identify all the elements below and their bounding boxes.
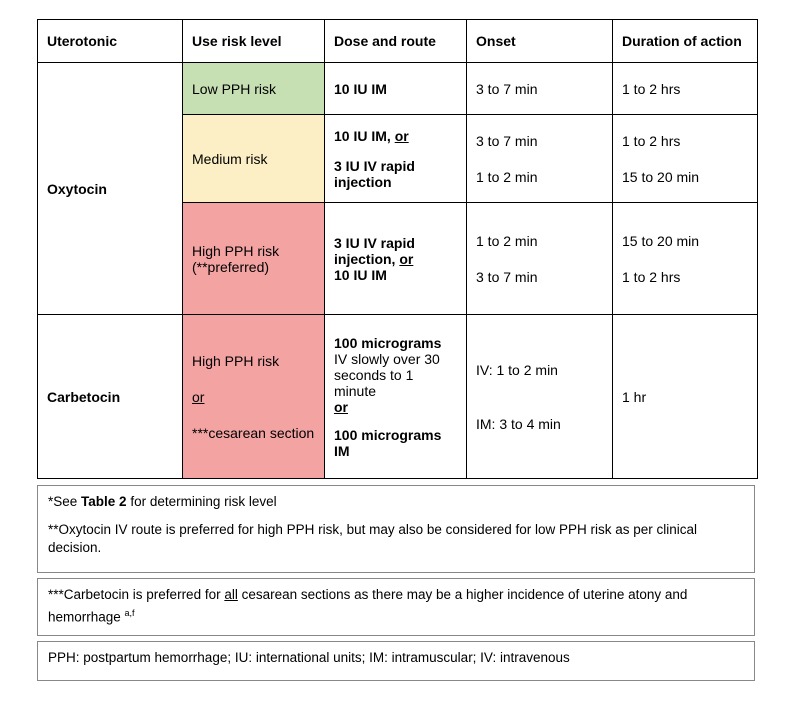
or-text: or: [192, 388, 205, 405]
duration-value: 15 to 20 min: [622, 232, 700, 249]
or-text: or: [334, 398, 348, 415]
dose-low: 10 IU IM: [325, 63, 467, 115]
risk-carbetocin: [183, 315, 325, 479]
abbreviations-text: PPH: postpartum hemorrhage; IU: international units; IM: intramuscular; IV: intravenous: [48, 650, 570, 665]
abbreviations-box: [37, 641, 755, 681]
drug-carbetocin: Carbetocin: [38, 315, 183, 479]
footnote-risk: [48, 493, 744, 511]
risk-text: (**preferred): [192, 258, 270, 275]
or-text: or: [399, 250, 414, 267]
risk-text: ***cesarean section: [192, 424, 315, 441]
risk-high: [183, 203, 325, 315]
risk-low: Low PPH risk: [183, 63, 325, 115]
onset-carbetocin: [467, 315, 613, 479]
header-dose: Dose and route: [325, 20, 467, 63]
duration-carbetocin: 1 hr: [613, 315, 758, 479]
uterotonic-table: [37, 19, 758, 479]
onset-value: 1 to 2 min: [476, 168, 538, 185]
table-row: [38, 315, 758, 479]
drug-oxytocin: Oxytocin: [38, 63, 183, 315]
footnote-text: all: [224, 587, 238, 602]
header-risk: Use risk level: [183, 20, 325, 63]
risk-text: High PPH risk: [192, 242, 280, 259]
duration-high: [613, 203, 758, 315]
dose-text: IV slowly over 30 seconds to 1 minute: [334, 350, 440, 399]
dose-text: 3 IU IV rapid injection: [334, 157, 415, 190]
dose-text: 100 micrograms IM: [334, 426, 442, 459]
header-uterotonic: Uterotonic: [38, 20, 183, 63]
dose-text: 10 IU IM: [334, 266, 387, 283]
onset-low: 3 to 7 min: [467, 63, 613, 115]
footnote-box-1: [37, 485, 755, 573]
onset-value: 3 to 7 min: [476, 132, 538, 149]
onset-medium: [467, 115, 613, 203]
footnote-text: ***Carbetocin is preferred for: [48, 587, 225, 602]
footnote-text: *See: [48, 494, 82, 509]
duration-medium: [613, 115, 758, 203]
dose-medium: [325, 115, 467, 203]
risk-text: High PPH risk: [192, 352, 280, 369]
duration-low: 1 to 2 hrs: [613, 63, 758, 115]
dose-carbetocin: [325, 315, 467, 479]
footnote-text: for determining risk level: [126, 494, 277, 509]
table-row: [38, 63, 758, 115]
footnote-text: cesarean sections as there may be a higher incidence of uterine atony and hemorrhage: [48, 587, 688, 625]
dose-text: 10 IU IM,: [334, 127, 395, 144]
onset-high: [467, 203, 613, 315]
risk-medium: Medium risk: [183, 115, 325, 203]
table-2-reference: Table 2: [81, 494, 127, 509]
header-onset: Onset: [467, 20, 613, 63]
or-text: or: [394, 127, 409, 144]
duration-value: 1 to 2 hrs: [622, 268, 681, 285]
header-row: [38, 20, 758, 63]
duration-value: 15 to 20 min: [622, 168, 700, 185]
dose-text: 3 IU IV rapid injection,: [334, 234, 415, 267]
onset-value: IM: 3 to 4 min: [476, 415, 561, 432]
footnote-box-2: [37, 578, 755, 636]
onset-value: 1 to 2 min: [476, 232, 538, 249]
header-duration: Duration of action: [613, 20, 758, 63]
footnote-oxytocin: **Oxytocin IV route is preferred for high PPH risk, but may also be considered for low PPH risk as per clinical decision.: [48, 522, 698, 555]
duration-value: 1 to 2 hrs: [622, 132, 681, 149]
dose-text: 100 micrograms: [334, 334, 442, 351]
onset-value: IV: 1 to 2 min: [476, 361, 558, 378]
onset-value: 3 to 7 min: [476, 268, 538, 285]
reference-superscript: a,f: [124, 608, 135, 618]
dose-high: [325, 203, 467, 315]
